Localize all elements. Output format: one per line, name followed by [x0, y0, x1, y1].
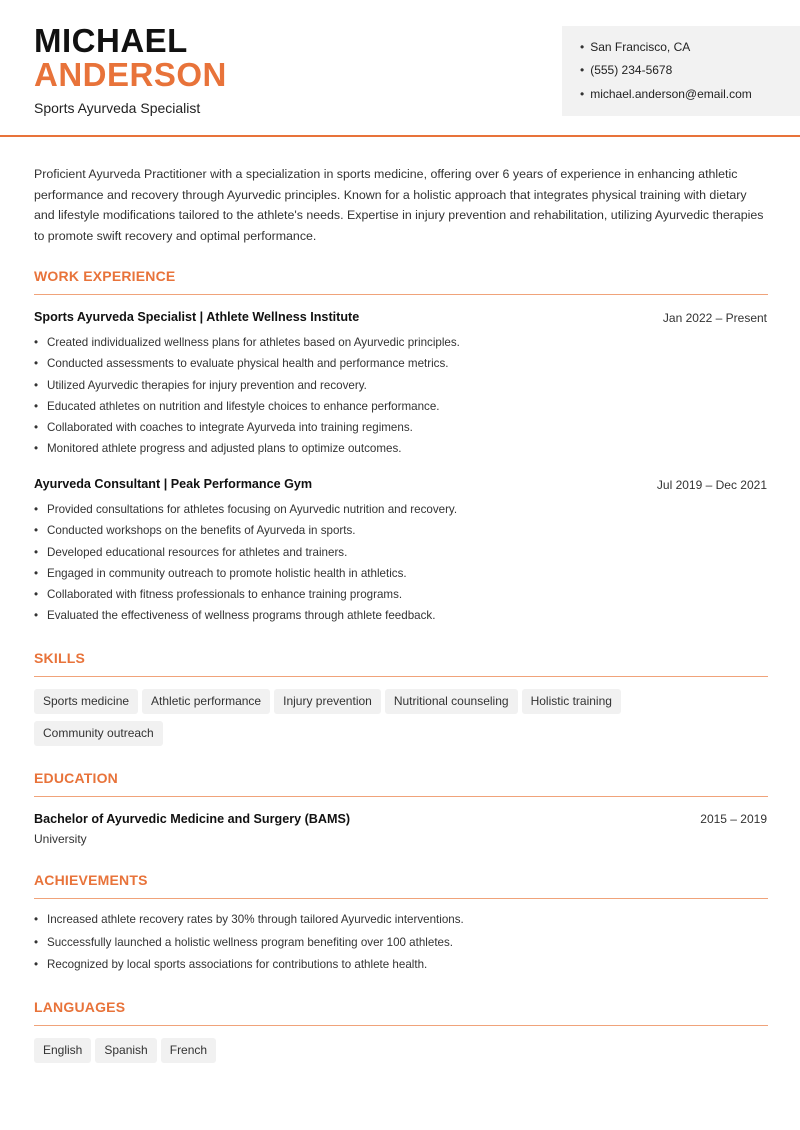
job-dates-1: Jan 2022 – Present — [662, 311, 767, 325]
section-divider — [34, 294, 768, 295]
list-item: • Successfully launched a holistic wellness program benefiting over 100 athletes. — [34, 932, 768, 955]
section-divider — [34, 1025, 768, 1026]
list-item: • Developed educational resources for athletes and trainers. — [34, 542, 768, 563]
achievements-heading: ACHIEVEMENTS — [34, 872, 148, 888]
skill-chip: Community outreach — [34, 721, 163, 746]
first-name: MICHAEL — [34, 22, 188, 59]
language-chip: French — [161, 1038, 216, 1063]
skills-list — [34, 689, 774, 753]
list-item: • Collaborated with fitness professionals to enhance training programs. — [34, 584, 768, 605]
skill-chip: Athletic performance — [142, 689, 270, 714]
skill-chip: Holistic training — [522, 689, 621, 714]
skills-heading: SKILLS — [34, 650, 85, 666]
list-item: • Utilized Ayurvedic therapies for injury prevention and recovery. — [34, 375, 768, 396]
education-heading: EDUCATION — [34, 770, 118, 786]
language-chip: Spanish — [95, 1038, 156, 1063]
list-item: • Monitored athlete progress and adjusted plans to optimize outcomes. — [34, 438, 768, 459]
job-title: Sports Ayurveda Specialist — [34, 100, 201, 116]
list-item: • Engaged in community outreach to promote holistic health in athletics. — [34, 563, 768, 584]
list-item: • Collaborated with coaches to integrate Ayurveda into training regimens. — [34, 417, 768, 438]
list-item: • Conducted assessments to evaluate physical health and performance metrics. — [34, 353, 768, 374]
list-item: • Educated athletes on nutrition and lifestyle choices to enhance performance. — [34, 396, 768, 417]
work-experience-heading: WORK EXPERIENCE — [34, 268, 176, 284]
list-item: • Recognized by local sports associations for contributions to athlete health. — [34, 954, 768, 977]
languages-heading: LANGUAGES — [34, 999, 126, 1015]
last-name: ANDERSON — [34, 56, 227, 93]
job-bullets-1 — [34, 332, 768, 460]
languages-list — [34, 1038, 774, 1070]
language-chip: English — [34, 1038, 91, 1063]
contact-email: • michael.anderson@email.com — [580, 87, 752, 101]
education-dates: 2015 – 2019 — [700, 812, 767, 826]
skill-chip: Sports medicine — [34, 689, 138, 714]
education-degree: Bachelor of Ayurvedic Medicine and Surgery (BAMS) — [34, 812, 351, 826]
list-item: • Conducted workshops on the benefits of Ayurveda in sports. — [34, 520, 768, 541]
skill-chip: Nutritional counseling — [385, 689, 518, 714]
list-item: • Increased athlete recovery rates by 30% through tailored Ayurvedic interventions. — [34, 909, 768, 932]
education-school: University — [34, 832, 87, 846]
achievements-list — [34, 909, 768, 977]
contact-box — [562, 26, 800, 116]
job-title-1: Sports Ayurveda Specialist | Athlete Wellness Institute — [34, 310, 360, 324]
job-dates-2: Jul 2019 – Dec 2021 — [656, 478, 767, 492]
skill-chip: Injury prevention — [274, 689, 381, 714]
resume-header — [0, 0, 800, 137]
section-divider — [34, 676, 768, 677]
job-bullets-2 — [34, 499, 768, 627]
section-divider — [34, 898, 768, 899]
job-title-2: Ayurveda Consultant | Peak Performance Gym — [34, 477, 313, 491]
list-item: • Provided consultations for athletes focusing on Ayurvedic nutrition and recovery. — [34, 499, 768, 520]
list-item: • Created individualized wellness plans for athletes based on Ayurvedic principles. — [34, 332, 768, 353]
section-divider — [34, 796, 768, 797]
contact-location: • San Francisco, CA — [580, 40, 690, 54]
professional-summary: Proficient Ayurveda Practitioner with a specialization in sports medicine, offering over 6 years of experience in enhancing athletic performance and recovery through Ayurvedic principles. Known for a holistic approach that integrates physical training with dietary and lifestyle modifications tailored to the athlete's needs. Expertise in injury prevention and rehabilitation, utilizing Ayurvedic therapies to promote swift recovery and optimal performance. — [34, 167, 764, 243]
list-item: • Evaluated the effectiveness of wellness programs through athlete feedback. — [34, 605, 768, 626]
contact-phone: • (555) 234-5678 — [580, 63, 672, 77]
